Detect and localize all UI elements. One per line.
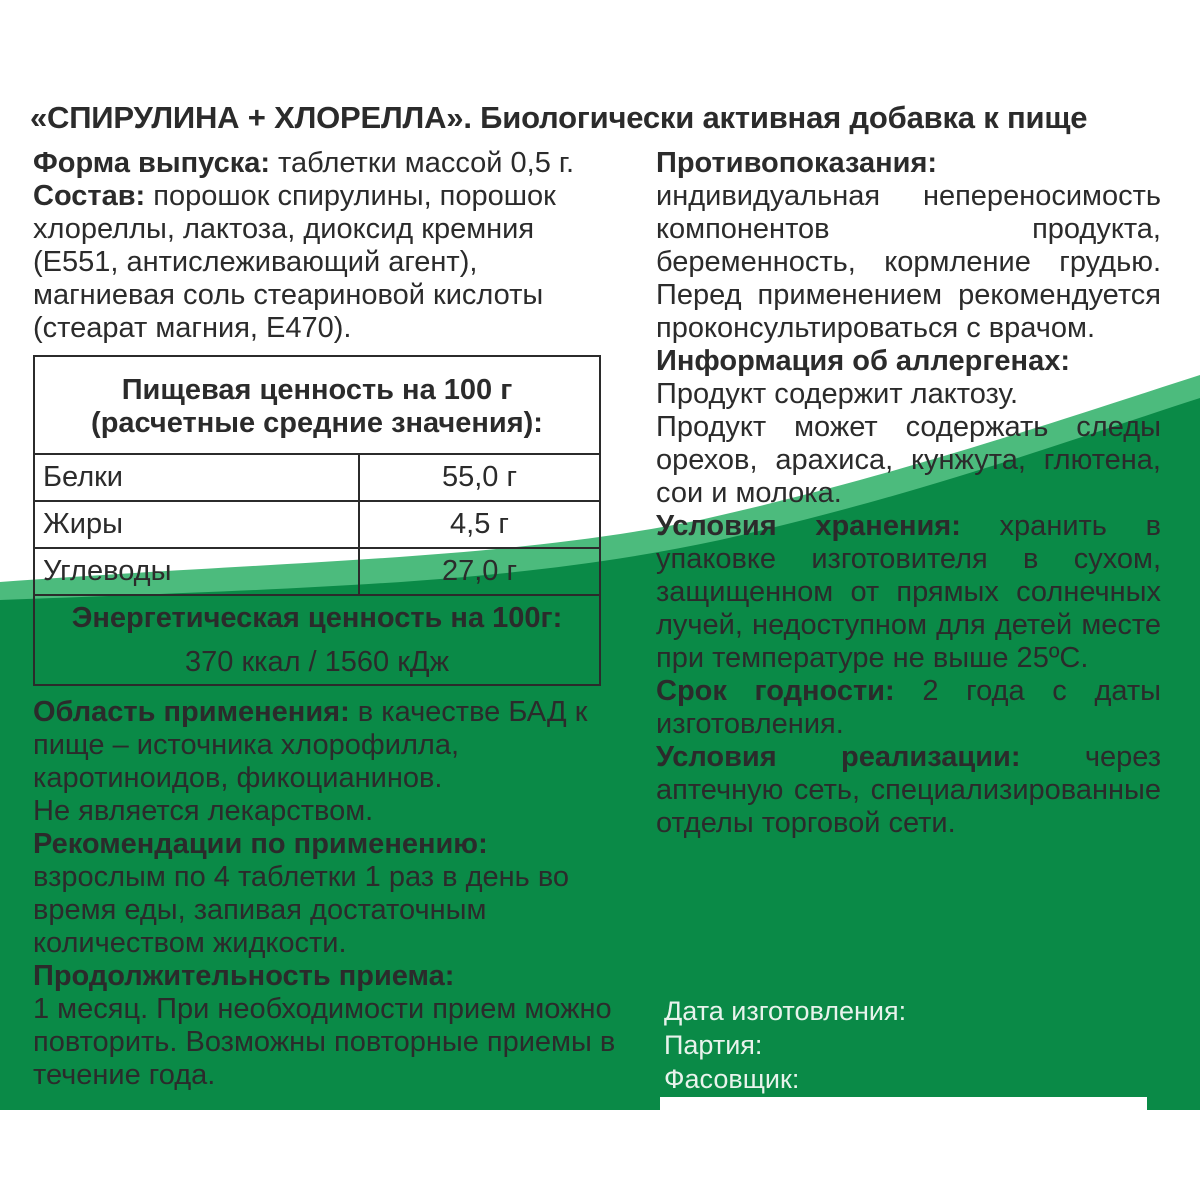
energy-title: Энергетическая ценность на 100г: xyxy=(34,595,600,640)
shelf-life-text: 2 года с даты изготовления. xyxy=(656,675,1161,740)
nutrition-header-line2: (расчетные средние значения): xyxy=(91,407,543,439)
storage-text: хранить в упаковке изготовителя в сухом, защищенном от прямых солнечных лучей, недоступном для детей месте при температуре не выше 25ºС. xyxy=(656,510,1161,674)
nutrient-name: Жиры xyxy=(34,501,359,548)
allergen-label xyxy=(656,345,1161,378)
form-text: таблетки массой 0,5 г. xyxy=(270,147,575,179)
nutrient-name: Углеводы xyxy=(34,548,359,595)
recommendations-text: взрослым по 4 таблетки 1 раз в день во время еды, запивая достаточным количеством жидкости. xyxy=(33,861,570,959)
nutrition-table xyxy=(33,355,601,686)
composition-text: порошок спирулины, порошок хлореллы, лактоза, диоксид кремния (Е551, антислеживающий агент), магниевая соль стеариновой кислоты (стеарат магния, Е470). xyxy=(33,180,556,344)
packer-label: Фасовщик: xyxy=(664,1064,800,1094)
form-label: Форма выпуска: xyxy=(33,147,270,179)
manufacture-date-label: Дата изготовления: xyxy=(664,996,907,1026)
nutrient-value: 27,0 г xyxy=(359,548,600,595)
product-title: «СПИРУЛИНА + ХЛОРЕЛЛА». Биологически активная добавка к пище xyxy=(30,100,1088,135)
contraindications-paragraph xyxy=(656,147,1161,345)
allergen-label-text: Информация об аллергенах: xyxy=(656,345,1070,377)
storage-paragraph xyxy=(656,510,1161,675)
duration-text: 1 месяц. При необходимости прием можно повторить. Возможны повторные приемы в течение года. xyxy=(33,993,616,1091)
nutrient-value: 55,0 г xyxy=(359,454,600,501)
nutrition-header-line1: Пищевая ценность на 100 г xyxy=(121,374,513,406)
nutrient-value: 4,5 г xyxy=(359,501,600,548)
duration-label-text: Продолжительность приема: xyxy=(33,960,455,992)
shelf-life-label: Срок годности: xyxy=(656,675,895,707)
table-row xyxy=(34,548,600,595)
contraindications-label: Противопоказания: xyxy=(656,147,938,179)
form-paragraph xyxy=(33,147,623,180)
shelf-life-paragraph xyxy=(656,675,1161,741)
energy-value: 370 ккал / 1560 кДж xyxy=(34,640,600,685)
storage-label: Условия хранения: xyxy=(656,510,961,542)
allergen-text-2: Продукт может содержать следы орехов, арахиса, кунжута, глютена, сои и молока. xyxy=(656,411,1161,509)
table-row xyxy=(34,454,600,501)
composition-paragraph xyxy=(33,180,623,345)
allergen-text-1: Продукт содержит лактозу. xyxy=(656,378,1019,410)
sale-label: Условия реализации: xyxy=(656,741,1021,773)
table-row xyxy=(34,501,600,548)
not-medicine-text: Не является лекарством. xyxy=(33,795,374,827)
production-info xyxy=(664,994,906,1096)
composition-label: Состав: xyxy=(33,180,146,212)
left-column-lower xyxy=(33,696,623,1092)
contraindications-text: индивидуальная непереносимость компонентов продукта, беременность, кормление грудью. Перед применением рекомендуется проконсультироваться с врачом. xyxy=(656,180,1161,344)
batch-label: Партия: xyxy=(664,1030,763,1060)
stamp-box xyxy=(660,1097,1147,1112)
application-paragraph xyxy=(33,696,623,795)
right-column xyxy=(656,147,1161,840)
recommendations-label-text: Рекомендации по применению: xyxy=(33,828,488,860)
left-column xyxy=(33,147,623,345)
application-label: Область применения: xyxy=(33,696,350,728)
sale-paragraph xyxy=(656,741,1161,840)
duration-label xyxy=(33,960,623,993)
nutrition-header xyxy=(34,356,600,454)
nutrient-name: Белки xyxy=(34,454,359,501)
application-text: в качестве БАД к пище – источника хлорофилла, каротиноидов, фикоцианинов. xyxy=(33,696,588,794)
recommendations-label xyxy=(33,828,623,861)
sale-text: через аптечную сеть, специализированные отделы торговой сети. xyxy=(656,741,1161,839)
